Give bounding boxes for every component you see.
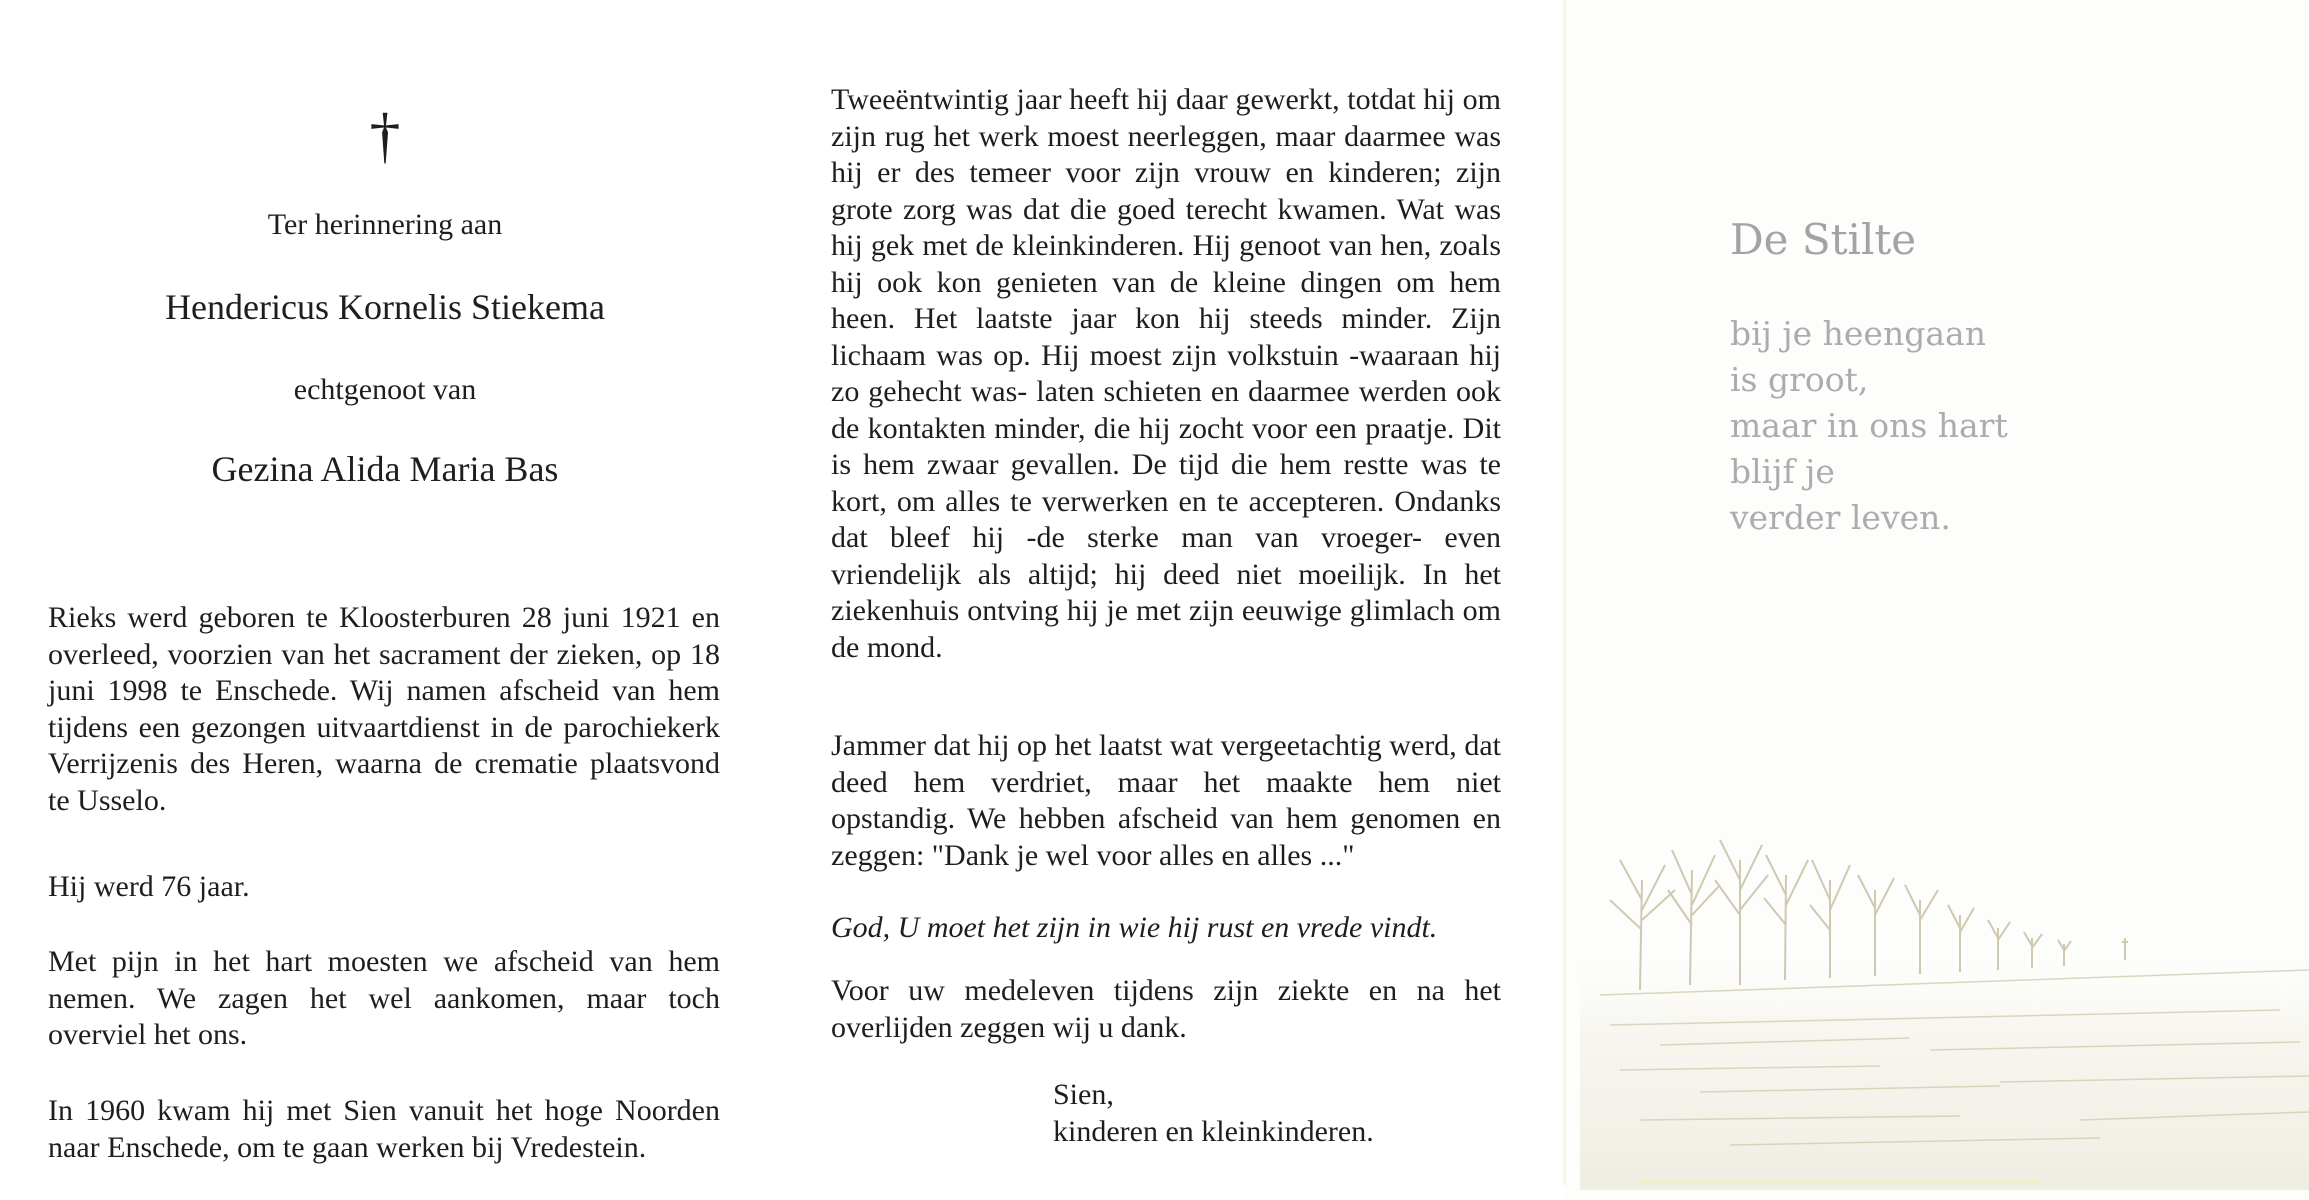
card-fold-line xyxy=(1563,0,1566,1185)
intro-text: Ter herinnering aan xyxy=(267,208,503,241)
paragraph-move: In 1960 kwam hij met Sien vanuit het hoge Noorden naar Enschede, om te gaan werken bij Vredestein. xyxy=(48,1094,720,1164)
spouse-name: Gezina Alida Maria Bas xyxy=(211,449,559,489)
winter-landscape-illustration xyxy=(1580,820,2309,1190)
poem-title: De Stilte xyxy=(1730,215,1917,264)
thanks-text: Voor uw medeleven tijdens zijn ziekte en na het overlijden zeggen wij u dank. xyxy=(831,974,1501,1044)
poem-line: verder leven. xyxy=(1730,498,1951,537)
paragraph-forget: Jammer dat hij op het laatst wat vergeetachtig werd, dat deed hem verdriet, maar het maakte hem niet opstandig. We hebben afscheid van hem genomen en zeggen: "Dank je wel voor alles en alles ..." xyxy=(831,729,1501,872)
prayer-text: God, U moet het zijn in wie hij rust en vrede vindt. xyxy=(831,911,1438,944)
poem-line: blijf je xyxy=(1730,452,1835,491)
poem xyxy=(1730,311,2008,541)
signature-line-2: kinderen en kleinkinderen. xyxy=(1053,1115,1374,1148)
poem-line: bij je heengaan xyxy=(1730,314,1986,353)
deceased-name: Hendericus Kornelis Stiekema xyxy=(165,287,605,327)
paragraph-age: Hij werd 76 jaar. xyxy=(48,870,250,903)
paragraph-birth: Rieks werd geboren te Kloosterburen 28 juni 1921 en overleed, voorzien van het sacrament der zieken, op 18 juni 1998 te Enschede. Wij namen afscheid van hem tijdens een gezongen uitvaartdienst in de parochiekerk Verrijzenis des Heren, waarna de crematie plaatsvond te Usselo. xyxy=(48,601,720,817)
signature-line-1: Sien, xyxy=(1053,1078,1114,1111)
poem-line: maar in ons hart xyxy=(1730,406,2008,445)
cross-symbol: † xyxy=(369,102,401,170)
relation-text: echtgenoot van xyxy=(293,373,477,406)
poem-line: is groot, xyxy=(1730,360,1869,399)
paragraph-pain: Met pijn in het hart moesten we afscheid van hem nemen. We zagen het wel aankomen, maar toch overviel het ons. xyxy=(48,945,720,1051)
paragraph-work: Tweeëntwintig jaar heeft hij daar gewerkt, totdat hij om zijn rug het werk moest neerleggen, maar daarmee was hij er des temeer voor zijn vrouw en kinderen; zijn grote zorg was dat die goed terecht kwamen. Wat was hij gek met de kleinkinderen. Hij genoot van hen, zoals hij ook kon genieten van de kleine dingen om hem heen. Het laatste jaar kon hij steeds minder. Zijn lichaam was op. Hij moest zijn volkstuin -waaraan hij zo gehecht was- laten schieten en daarmee werden ook de kontakten minder, die hij zocht voor een praatje. Dit is hem zwaar gevallen. De tijd die hem restte was te kort, om alles te verwerken en te accepteren. Ondanks dat bleef hij -de sterke man van vroeger- even vriendelijk als altijd; hij deed niet moeilijk. In het ziekenhuis ontving hij je met zijn eeuwige glimlach om de mond. xyxy=(831,83,1501,664)
card-edge xyxy=(1640,1180,2040,1184)
